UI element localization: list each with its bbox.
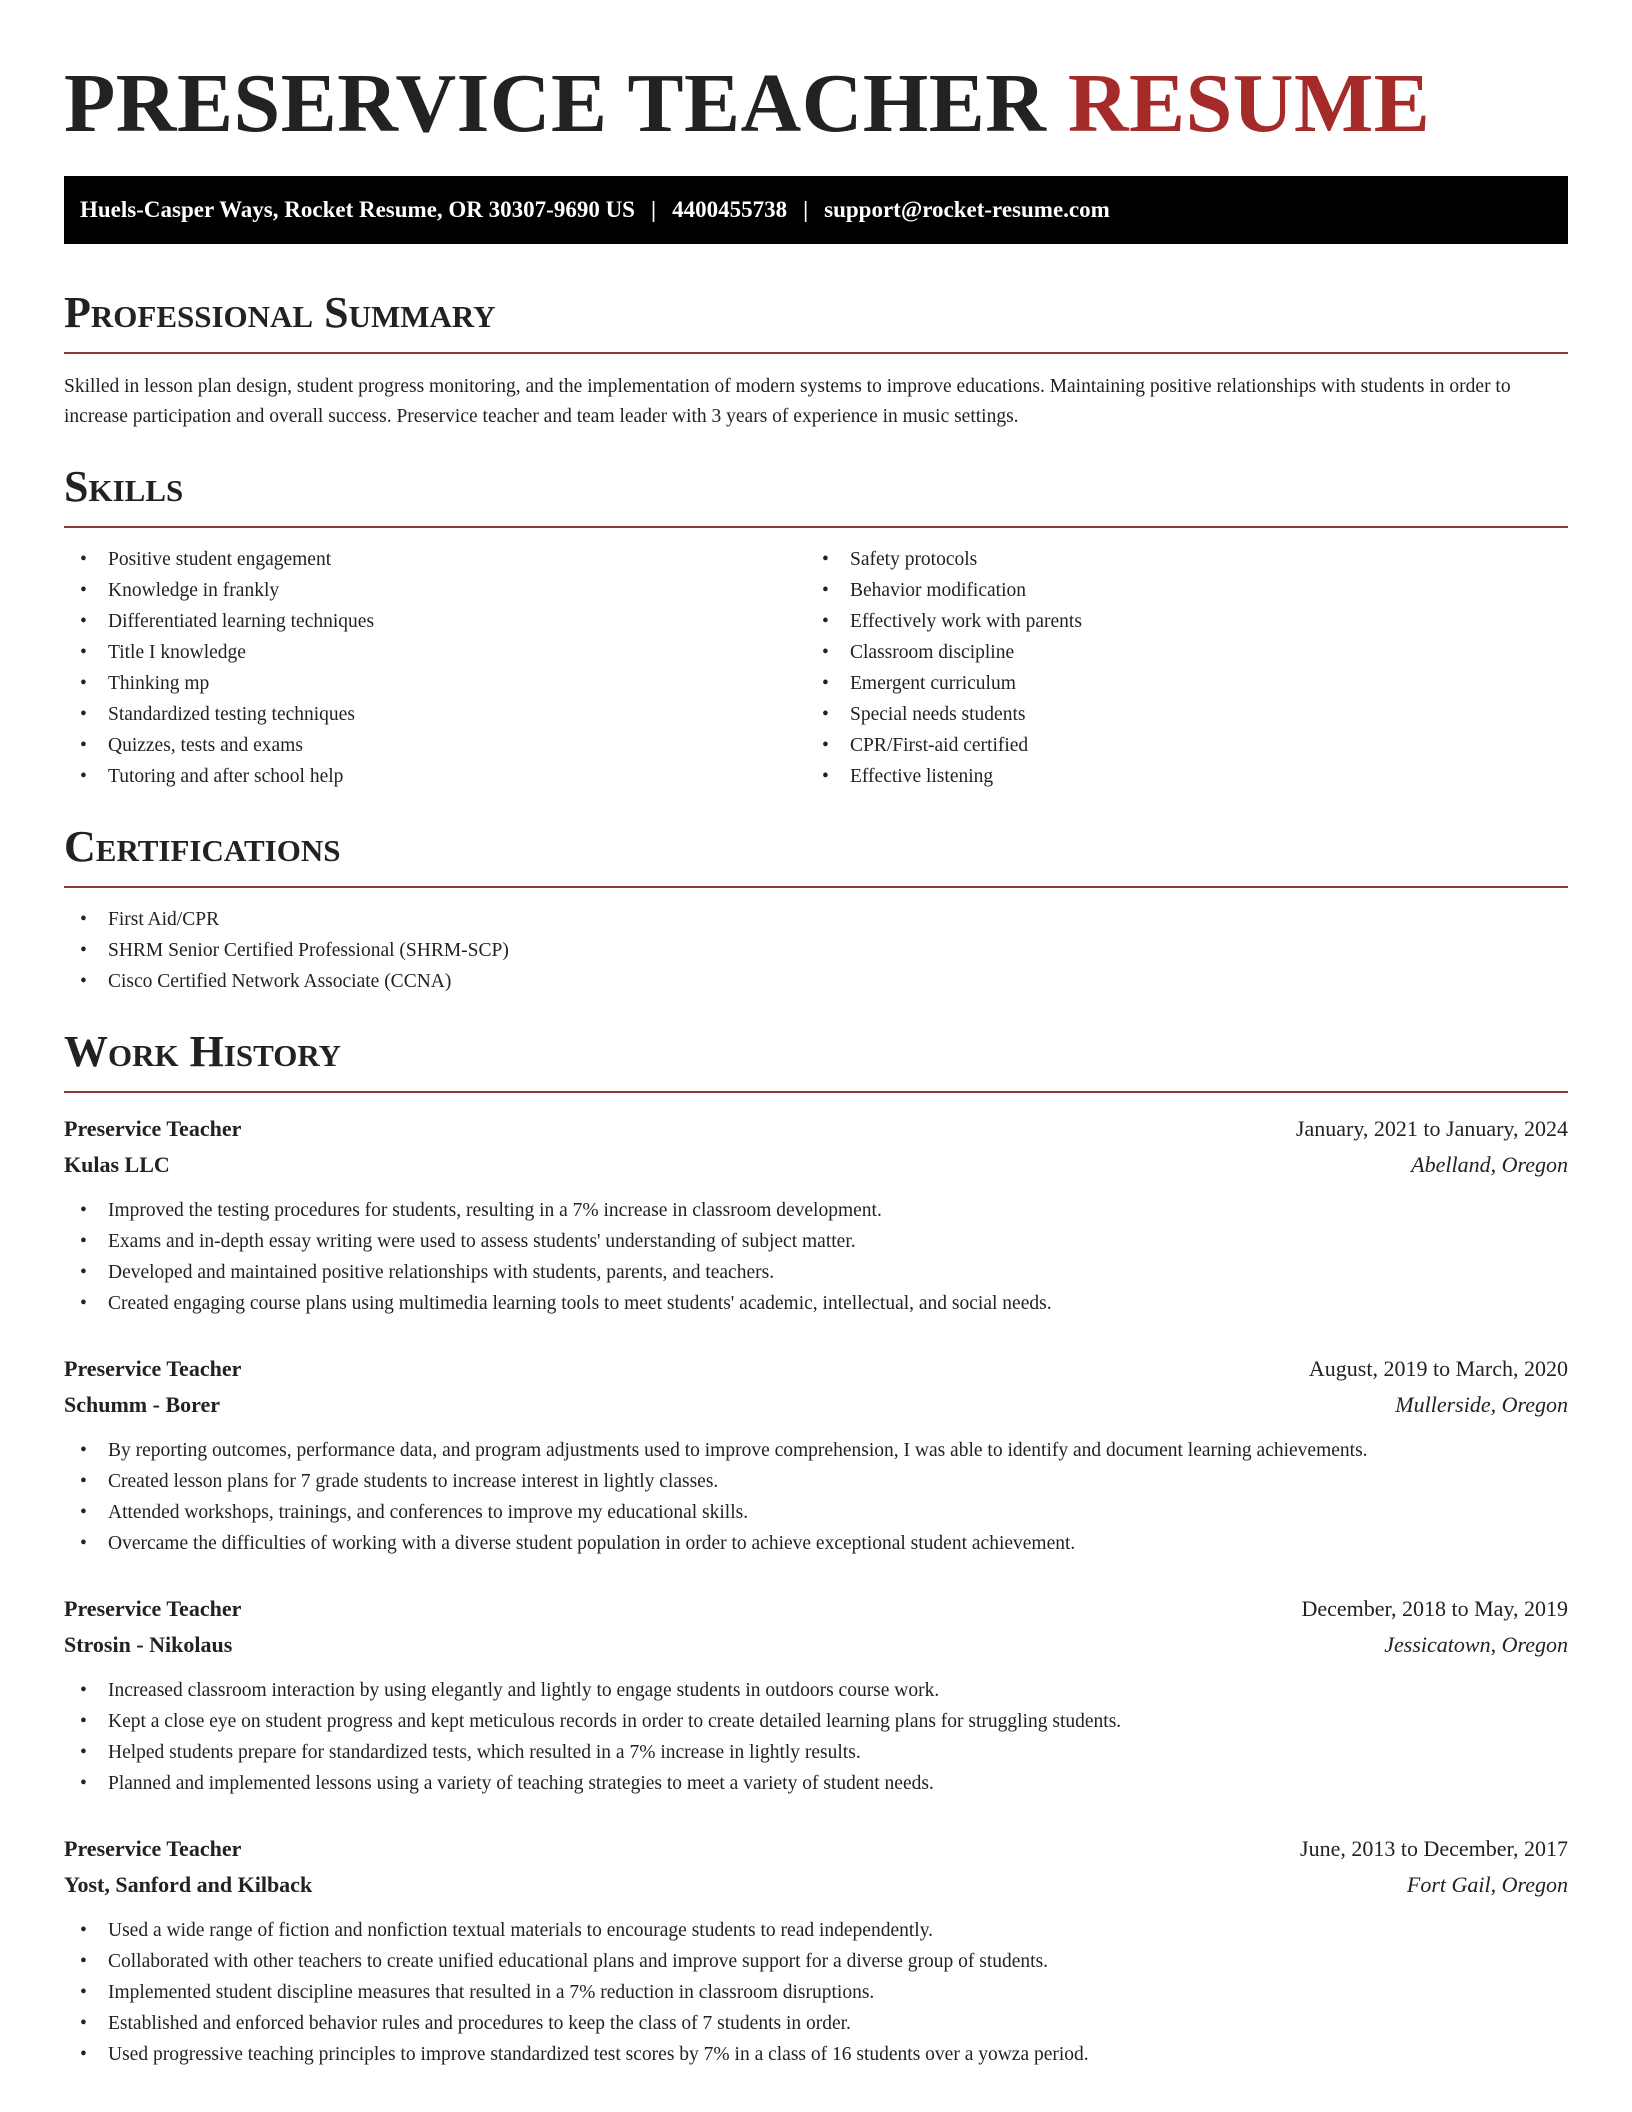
section-divider <box>64 1091 1568 1093</box>
resume-title <box>64 56 1568 152</box>
skill-item: • Effectively work with parents <box>806 606 1548 637</box>
section-divider <box>64 352 1568 354</box>
job-bullet: • Used progressive teaching principles to improve standardized test scores by 7% in a class of 16 students over a yowza period. <box>64 2039 1568 2070</box>
skills-list-left <box>64 544 806 792</box>
skill-item: • Tutoring and after school help <box>64 761 806 792</box>
skills-heading: Skills <box>64 462 184 511</box>
skills-section <box>64 462 1568 792</box>
job-company: Kulas LLC <box>64 1152 170 1177</box>
job-bullet: • Increased classroom interaction by using elegantly and lightly to engage students in outdoors course work. <box>64 1675 1568 1706</box>
job-bullet: • Developed and maintained positive relationships with students, parents, and teachers. <box>64 1257 1568 1288</box>
job-location: Abelland, Oregon <box>1411 1152 1568 1177</box>
contact-address: Huels-Casper Ways, Rocket Resume, OR 30307-9690 US <box>80 197 635 222</box>
job-location: Fort Gail, Oregon <box>1406 1872 1568 1897</box>
certifications-list <box>64 904 1568 997</box>
skills-grid <box>64 544 1568 792</box>
summary-text: Skilled in lesson plan design, student progress monitoring, and the implementation of modern systems to improve educations. Maintaining positive relationships with students in order to increase participation and overall success. Preservice teacher and team leader with 3 years of experience in music settings. <box>64 376 1511 427</box>
job-location: Jessicatown, Oregon <box>1384 1632 1568 1657</box>
resume-title-main: PRESERVICE TEACHER <box>64 57 1047 150</box>
skill-item: • Safety protocols <box>806 544 1548 575</box>
job-bullets <box>64 1915 1568 2070</box>
skill-item: • Standardized testing techniques <box>64 699 806 730</box>
skill-item: • Knowledge in frankly <box>64 575 806 606</box>
job-company: Strosin - Nikolaus <box>64 1632 233 1657</box>
job-bullet: • Attended workshops, trainings, and conferences to improve my educational skills. <box>64 1497 1568 1528</box>
job-title: Preservice Teacher <box>64 1836 242 1861</box>
job-entry <box>64 1831 1568 2070</box>
job-bullet: • Improved the testing procedures for students, resulting in a 7% increase in classroom development. <box>64 1195 1568 1226</box>
job-entry <box>64 1111 1568 1319</box>
certification-item: • SHRM Senior Certified Professional (SHRM-SCP) <box>64 935 1568 966</box>
skill-item: • Emergent curriculum <box>806 668 1548 699</box>
certifications-heading: Certifications <box>64 822 341 871</box>
job-company: Yost, Sanford and Kilback <box>64 1872 313 1897</box>
job-header-row <box>64 1111 1568 1147</box>
job-bullet: • Collaborated with other teachers to create unified educational plans and improve support for a diverse group of students. <box>64 1946 1568 1977</box>
job-bullet: • Kept a close eye on student progress and kept meticulous records in order to create detailed learning plans for struggling students. <box>64 1706 1568 1737</box>
skill-item: • CPR/First-aid certified <box>806 730 1548 761</box>
skill-item: • Effective listening <box>806 761 1548 792</box>
job-bullet: • Planned and implemented lessons using a variety of teaching strategies to meet a variety of student needs. <box>64 1768 1568 1799</box>
job-bullets <box>64 1195 1568 1319</box>
skill-item: • Special needs students <box>806 699 1548 730</box>
skill-item: • Positive student engagement <box>64 544 806 575</box>
contact-email: support@rocket-resume.com <box>824 197 1110 222</box>
job-company-row <box>64 1147 1568 1183</box>
job-header-row <box>64 1591 1568 1627</box>
skill-item: • Differentiated learning techniques <box>64 606 806 637</box>
job-bullet: • Established and enforced behavior rules and procedures to keep the class of 7 students in order. <box>64 2008 1568 2039</box>
contact-bar <box>64 176 1568 244</box>
section-divider <box>64 526 1568 528</box>
job-bullet: • Exams and in-depth essay writing were used to assess students' understanding of subject matter. <box>64 1226 1568 1257</box>
skills-list-right <box>806 544 1548 792</box>
job-dates: January, 2021 to January, 2024 <box>1295 1116 1568 1141</box>
section-divider <box>64 886 1568 888</box>
job-company-row <box>64 1387 1568 1423</box>
job-bullet: • By reporting outcomes, performance data, and program adjustments used to improve comprehension, I was able to identify and document learning achievements. <box>64 1435 1568 1466</box>
job-company: Schumm - Borer <box>64 1392 221 1417</box>
job-bullet: • Created lesson plans for 7 grade students to increase interest in lightly classes. <box>64 1466 1568 1497</box>
work-section <box>64 1027 1568 2070</box>
job-dates: August, 2019 to March, 2020 <box>1308 1356 1568 1381</box>
summary-heading: Professional Summary <box>64 288 496 337</box>
job-bullet: • Helped students prepare for standardized tests, which resulted in a 7% increase in lightly results. <box>64 1737 1568 1768</box>
skill-item: • Classroom discipline <box>806 637 1548 668</box>
job-bullet: • Overcame the difficulties of working with a diverse student population in order to achieve exceptional student achievement. <box>64 1528 1568 1559</box>
job-bullets <box>64 1675 1568 1799</box>
certification-item: • First Aid/CPR <box>64 904 1568 935</box>
job-location: Mullerside, Oregon <box>1395 1392 1568 1417</box>
skill-item: • Thinking mp <box>64 668 806 699</box>
job-title: Preservice Teacher <box>64 1116 242 1141</box>
skill-item: • Behavior modification <box>806 575 1548 606</box>
job-bullet: • Used a wide range of fiction and nonfiction textual materials to encourage students to read independently. <box>64 1915 1568 1946</box>
certification-item: • Cisco Certified Network Associate (CCNA) <box>64 966 1568 997</box>
job-title: Preservice Teacher <box>64 1356 242 1381</box>
job-entry <box>64 1591 1568 1799</box>
skill-item: • Quizzes, tests and exams <box>64 730 806 761</box>
work-history-list <box>64 1111 1568 2070</box>
job-bullet: • Created engaging course plans using multimedia learning tools to meet students' academic, intellectual, and social needs. <box>64 1288 1568 1319</box>
job-title: Preservice Teacher <box>64 1596 242 1621</box>
job-bullet: • Implemented student discipline measures that resulted in a 7% reduction in classroom disruptions. <box>64 1977 1568 2008</box>
summary-section <box>64 288 1568 432</box>
job-entry <box>64 1351 1568 1559</box>
job-header-row <box>64 1351 1568 1387</box>
contact-separator: | <box>650 197 657 222</box>
certifications-section <box>64 822 1568 997</box>
contact-separator: | <box>803 197 809 222</box>
job-dates: June, 2013 to December, 2017 <box>1300 1836 1568 1861</box>
job-company-row <box>64 1867 1568 1903</box>
job-bullets <box>64 1435 1568 1559</box>
contact-phone: 4400455738 <box>672 197 788 222</box>
resume-title-accent: RESUME <box>1067 57 1431 150</box>
job-dates: December, 2018 to May, 2019 <box>1301 1596 1568 1621</box>
job-company-row <box>64 1627 1568 1663</box>
skill-item: • Title I knowledge <box>64 637 806 668</box>
job-header-row <box>64 1831 1568 1867</box>
work-heading: Work History <box>64 1027 342 1076</box>
